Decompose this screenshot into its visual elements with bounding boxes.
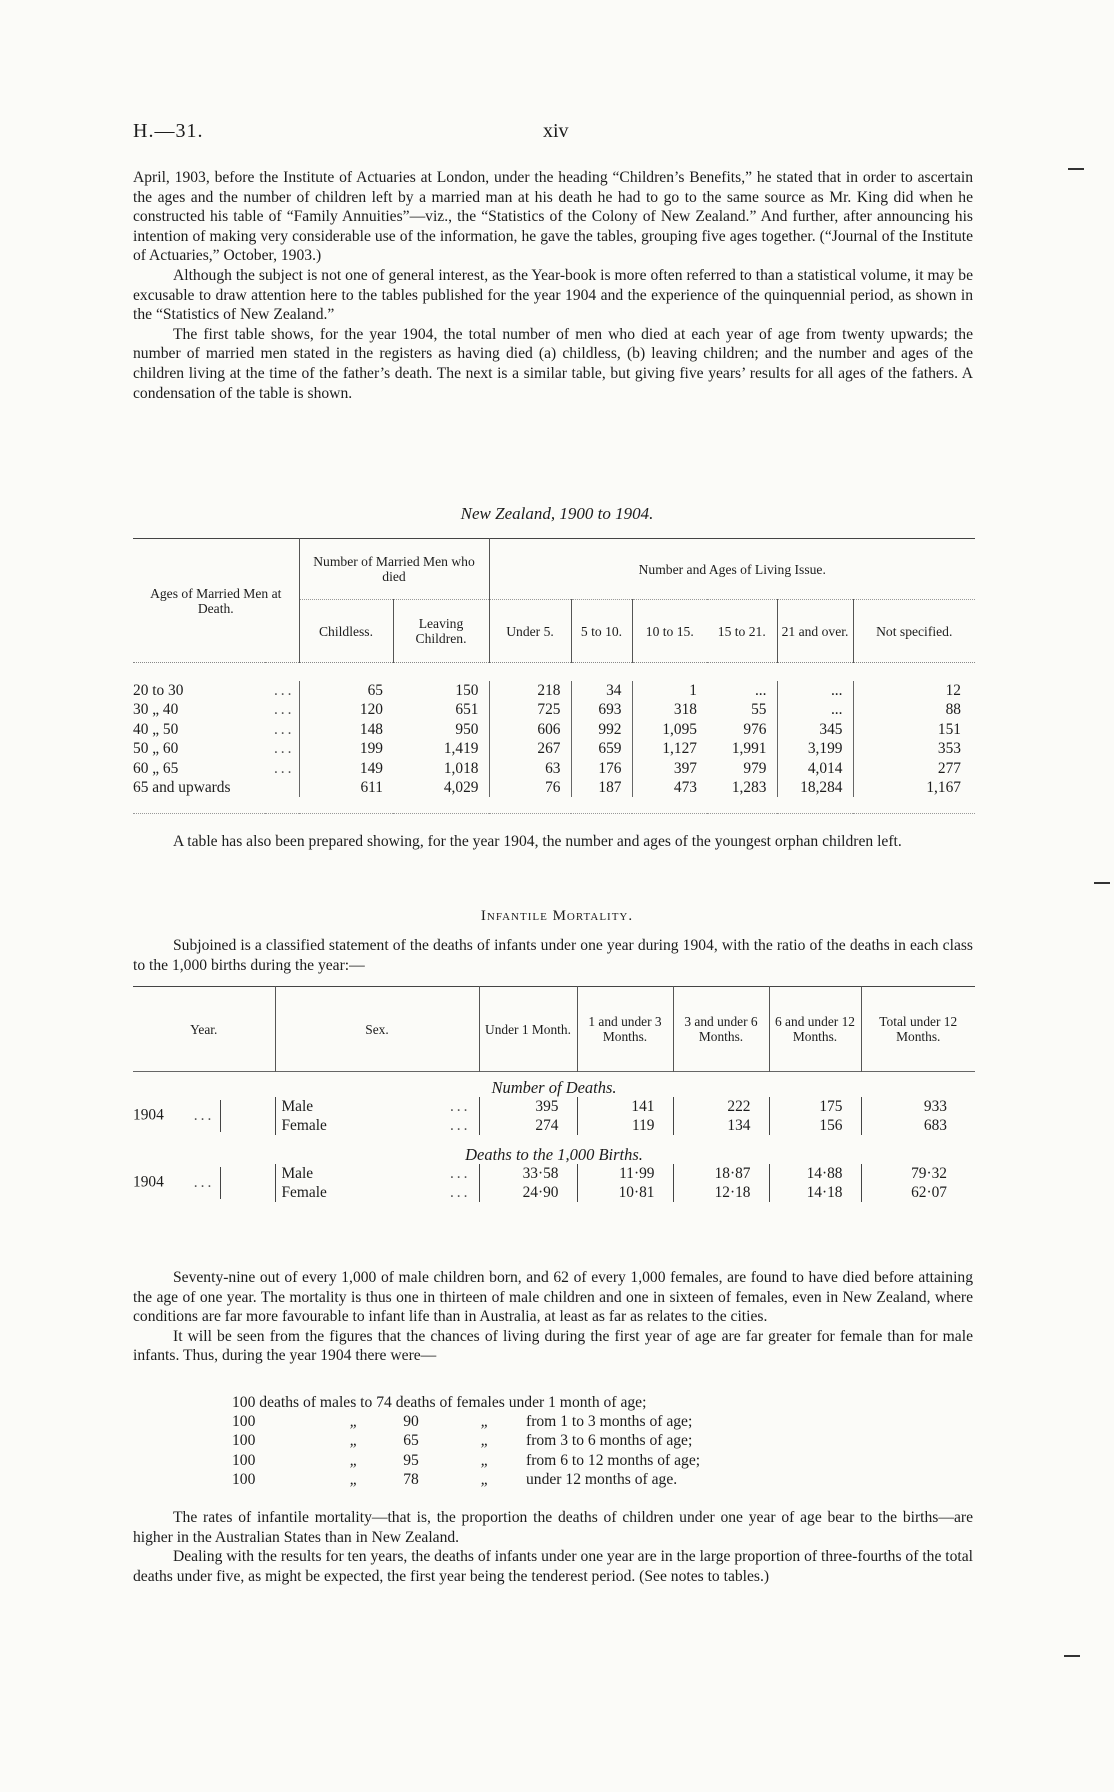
cell-1-to-3-months: 119 [577, 1116, 673, 1135]
cell-under-1-month: 274 [479, 1116, 577, 1135]
ratio-list [232, 1393, 704, 1489]
cell-5-to-10: 34 [571, 681, 632, 700]
row-leader-dots: ... [273, 701, 295, 719]
row-age-label: 40 „ 50 [133, 720, 179, 738]
cell-under-1-month: 24·90 [479, 1183, 577, 1202]
cell-under-5: 267 [489, 739, 571, 758]
sex-label: Female [275, 1183, 375, 1202]
cell-not-specified: 12 [853, 681, 975, 700]
cell-15-to-21: 976 [743, 720, 767, 738]
males-count: 100 [232, 1432, 256, 1450]
infantile-mortality-heading: Infantile Mortality. [480, 908, 634, 924]
cell-under-1-month: 395 [479, 1097, 577, 1116]
cell-6-to-12-months: 175 [769, 1097, 861, 1116]
cell-not-specified: 151 [853, 720, 975, 739]
cell-3-to-6-months: 134 [673, 1116, 769, 1135]
age-range: under 12 months of age. [526, 1470, 678, 1488]
brace [220, 1167, 229, 1199]
cell-21-and-over: 4,014 [777, 759, 853, 778]
cell-6-to-12-months: 14·18 [769, 1183, 861, 1202]
header-1-to-3-months: 1 and under 3 Months. [577, 987, 673, 1072]
year-cell [133, 1164, 275, 1202]
cell-childless: 120 [299, 700, 393, 719]
cell-15-to-21: 55 [751, 701, 767, 719]
table-row [133, 778, 975, 797]
cell-leaving-children: 950 [455, 720, 479, 738]
header-under-1-month: Under 1 Month. [479, 987, 577, 1072]
cell-1-to-3-months: 141 [577, 1097, 673, 1116]
ditto-mark: „ [480, 1451, 490, 1469]
females-count: 78 [403, 1470, 419, 1488]
row-age-label: 30 „ 40 [133, 701, 179, 719]
cell-total: 62·07 [861, 1183, 975, 1202]
cell-10-to-15: 1,127 [632, 739, 707, 758]
cell-leaving-children: 1,018 [443, 759, 479, 777]
cell-total: 933 [861, 1097, 975, 1116]
report-reference: H.—31. [133, 120, 204, 142]
sex-label: Male [275, 1164, 375, 1183]
cell-21-and-over: ... [777, 700, 853, 719]
row-age-label: 50 „ 60 [133, 740, 179, 758]
header-year: Year. [190, 1021, 218, 1037]
cell-10-to-15: 397 [632, 759, 707, 778]
cell-1-to-3-months: 11·99 [577, 1164, 673, 1183]
cell-leaving-children: 4,029 [443, 779, 479, 797]
header-living-issue: Number and Ages of Living Issue. [489, 539, 975, 600]
year-label: 1904 [133, 1106, 164, 1124]
cell-5-to-10: 176 [571, 759, 632, 778]
list-item [232, 1412, 704, 1431]
infant-intro [133, 936, 973, 975]
table-row [133, 759, 975, 778]
females-count: 90 [403, 1413, 419, 1431]
row-age-label: 20 to 30 [133, 682, 184, 699]
females-count: 95 [403, 1451, 419, 1469]
paragraph-2: Although the subject is not one of general interest, as the Year-book is more often referred to than a statistical volume, it may be excusable to draw attention here to the tables published for the year 1904 and the experience of the quinquennial period, as shown in the “Statistics of New Zealand.” [133, 266, 973, 324]
table1-caption: New Zealand, 1900 to 1904. [460, 504, 654, 523]
cell-under-5: 725 [489, 700, 571, 719]
year-label: 1904 [133, 1173, 164, 1191]
header-childless: Childless. [299, 600, 393, 663]
cell-10-to-15: 318 [632, 700, 707, 719]
cell-childless: 149 [299, 759, 393, 778]
cell-3-to-6-months: 222 [673, 1097, 769, 1116]
sex-label: Female [275, 1116, 375, 1135]
table-row [133, 700, 975, 719]
cell-5-to-10: 659 [571, 739, 632, 758]
closing-paragraphs-a [133, 1268, 973, 1366]
cell-6-to-12-months: 156 [769, 1116, 861, 1135]
header-21-and-over: 21 and over. [777, 600, 853, 663]
subheading-number-of-deaths: Number of Deaths. [491, 1078, 617, 1097]
intro-paragraphs [133, 168, 973, 403]
cell-15-to-21: 1,991 [731, 740, 767, 758]
leader-dots: ... [193, 1106, 215, 1124]
cell-under-1-month: 33·58 [479, 1164, 577, 1183]
cell-3-to-6-months: 18·87 [673, 1164, 769, 1183]
table-row [133, 739, 975, 758]
ditto-mark: „ [349, 1451, 359, 1469]
header-ages: Ages of Married Men at Death. [150, 585, 282, 616]
row-leader-dots: ... [273, 740, 295, 758]
ditto-mark: „ [349, 1470, 359, 1488]
leader-dots: ... [449, 1165, 471, 1182]
cell-leaving-children: 1,419 [443, 740, 479, 758]
header-not-specified: Not specified. [853, 600, 975, 663]
cell-10-to-15: 1 [632, 681, 707, 700]
row-leader-dots: ... [273, 682, 295, 699]
cell-5-to-10: 693 [571, 700, 632, 719]
header-6-to-12-months: 6 and under 12 Months. [769, 987, 861, 1072]
closing-paragraphs-b [133, 1508, 973, 1586]
cell-under-5: 63 [489, 759, 571, 778]
row-age-label: 65 and upwards [133, 779, 231, 797]
cell-not-specified: 1,167 [853, 778, 975, 797]
cell-childless: 199 [299, 739, 393, 758]
cell-6-to-12-months: 14·88 [769, 1164, 861, 1183]
table-row [133, 1097, 975, 1116]
deaths-rows [133, 1097, 975, 1135]
leader-dots: ... [449, 1184, 471, 1201]
cell-21-and-over: 345 [777, 720, 853, 739]
cell-15-to-21: ... [754, 682, 767, 699]
cell-total: 79·32 [861, 1164, 975, 1183]
row-leader-dots: ... [273, 720, 295, 738]
cell-10-to-15: 473 [632, 778, 707, 797]
age-range: from 1 to 3 months of age; [526, 1413, 693, 1431]
leader-dots: ... [449, 1098, 471, 1115]
margin-mark [1094, 882, 1110, 884]
year-cell [133, 1097, 275, 1135]
age-range: from 6 to 12 months of age; [526, 1451, 701, 1469]
sex-label: Male [275, 1097, 375, 1116]
table-row [133, 720, 975, 739]
cell-under-5: 606 [489, 720, 571, 739]
cell-leaving-children: 651 [455, 701, 479, 719]
rates-rows [133, 1164, 975, 1202]
cell-15-to-21: 1,283 [731, 779, 767, 797]
list-item [232, 1451, 704, 1470]
header-sex: Sex. [275, 987, 479, 1072]
males-count: 100 [232, 1451, 256, 1469]
header-3-to-6-months: 3 and under 6 Months. [673, 987, 769, 1072]
list-item [232, 1393, 704, 1412]
leader-dots: ... [193, 1173, 215, 1191]
row-leader-dots [265, 778, 299, 797]
cell-21-and-over: 18,284 [777, 778, 853, 797]
ditto-mark: „ [480, 1413, 490, 1431]
males-count: 100 [232, 1470, 256, 1488]
list-item [232, 1470, 704, 1489]
orphan-note [133, 832, 973, 852]
cell-childless: 148 [299, 720, 393, 739]
cell-5-to-10: 187 [571, 778, 632, 797]
table-row [133, 1164, 975, 1183]
cell-15-to-21: 979 [743, 759, 767, 777]
table-row [133, 681, 975, 700]
brace [220, 1100, 229, 1132]
infantile-mortality-table [133, 986, 975, 1202]
page-number: xiv [543, 120, 569, 142]
cell-not-specified: 88 [853, 700, 975, 719]
row-leader-dots: ... [273, 759, 295, 777]
header-leaving-children: Leaving Children. [393, 600, 489, 663]
subheading-deaths-per-1000: Deaths to the 1,000 Births. [465, 1145, 643, 1164]
paragraph-3: The first table shows, for the year 1904, the total number of men who died at each year of age from twenty upwards; the number of married men stated in the registers as having died (a) childless, (b) leaving children; and the number and ages of the children living at the time of the father’s death. The next is a similar table, but giving five years’ results for all ages of the fathers. A condensation of the table is shown. [133, 325, 973, 402]
cell-21-and-over: ... [777, 681, 853, 700]
married-men-issue-table [133, 538, 975, 814]
ditto-mark: „ [349, 1413, 359, 1431]
cell-1-to-3-months: 10·81 [577, 1183, 673, 1202]
cell-not-specified: 353 [853, 739, 975, 758]
ditto-mark: „ [480, 1470, 490, 1488]
margin-mark [1064, 1655, 1080, 1657]
leader-dots: ... [449, 1117, 471, 1134]
margin-mark [1068, 168, 1084, 170]
cell-under-5: 76 [489, 778, 571, 797]
females-count: 65 [403, 1432, 419, 1450]
paragraph-7: The rates of infantile mortality—that is, the proportion the deaths of children under one year of age bear to the births—are higher in the Australian States than in New Zealand. [133, 1509, 973, 1546]
header-5-to-10: 5 to 10. [571, 600, 632, 663]
paragraph-8: Dealing with the results for ten years, the deaths of infants under one year are in the large proportion of three-fourths of the total deaths under five, as might be expected, the first year being the tenderest period. (See notes to tables.) [133, 1548, 973, 1585]
header-married-men: Number of Married Men who died [299, 539, 489, 600]
ditto-mark: „ [349, 1432, 359, 1450]
table1-body [133, 681, 975, 797]
header-10-to-15: 10 to 15. [632, 600, 707, 663]
ditto-mark: „ [480, 1432, 490, 1450]
paragraph-5: Seventy-nine out of every 1,000 of male children born, and 62 of every 1,000 females, are found to have died before attaining the age of one year. The mortality is thus one in thirteen of male children and one in sixteen of females, even in New Zealand, where conditions are far more favourable to infant life than in Australia, at least as far as relates to the cities. [133, 1269, 973, 1326]
header-under-5: Under 5. [489, 600, 571, 663]
cell-childless: 65 [299, 681, 393, 700]
paragraph-4: A table has also been prepared showing, for the year 1904, the number and ages of the youngest orphan children left. [173, 833, 902, 850]
cell-21-and-over: 3,199 [777, 739, 853, 758]
cell-childless: 611 [299, 778, 393, 797]
header-total: Total under 12 Months. [861, 987, 975, 1072]
cell-leaving-children: 150 [455, 682, 479, 699]
cell-not-specified: 277 [853, 759, 975, 778]
cell-total: 683 [861, 1116, 975, 1135]
list-item [232, 1431, 704, 1450]
cell-under-5: 218 [489, 681, 571, 700]
cell-10-to-15: 1,095 [632, 720, 707, 739]
cell-3-to-6-months: 12·18 [673, 1183, 769, 1202]
paragraph-infant-intro: Subjoined is a classified statement of the deaths of infants under one year during 1904, with the ratio of the deaths in each class to the 1,000 births during the year:— [133, 937, 973, 974]
paragraph-6: It will be seen from the figures that the chances of living during the first year of age are far greater for female than for male infants. Thus, during the year 1904 there were— [133, 1327, 973, 1365]
age-range: from 3 to 6 months of age; [526, 1432, 693, 1450]
males-count: 100 [232, 1413, 256, 1431]
cell-5-to-10: 992 [571, 720, 632, 739]
header-15-to-21: 15 to 21. [717, 623, 766, 639]
row-age-label: 60 „ 65 [133, 759, 179, 777]
paragraph-1: April, 1903, before the Institute of Actuaries at London, under the heading “Children’s Benefits,” he stated that in order to ascertain the ages and the number of children left by a married man at his death he had to go to the same source as Mr. King did when he constructed his table of “Family Annuities”—viz., the “Statistics of the Colony of New Zealand.” And further, after announcing his intention of making very considerable use of the information, he gave the tables, grouping five ages together. (“Journal of the Institute of Actuaries,” October, 1903.) [133, 169, 973, 265]
ratio-line: 100 deaths of males to 74 deaths of females under 1 month of age; [232, 1394, 647, 1411]
